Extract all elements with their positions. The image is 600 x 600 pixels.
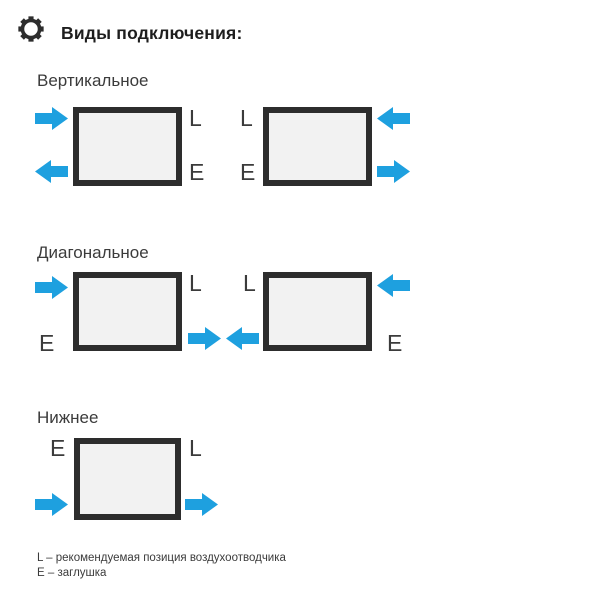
port-label-l: L [243,270,256,296]
section-vertical-label: Вертикальное [37,71,149,90]
flow-in-arrow-icon [35,276,68,299]
section-diagonal-label: Диагональное [37,243,149,262]
port-label-l: L [189,435,202,461]
flow-out-arrow-icon [185,493,218,516]
flow-out-arrow-icon [226,327,259,350]
port-label-l: L [189,270,202,296]
radiator-body [74,438,181,520]
section-bottom-label: Нижнее [37,408,99,427]
flow-out-arrow-icon [35,160,68,183]
port-label-e: E [50,435,66,461]
flow-in-arrow-icon [35,107,68,130]
port-label-l: L [189,105,202,131]
legend-line-l: L – рекомендуемая позиция воздухоотводчика [37,552,286,564]
flow-in-arrow-icon [35,493,68,516]
flow-in-arrow-icon [377,107,410,130]
radiator-body [263,107,372,186]
port-label-e: E [39,330,55,356]
radiator-body [263,272,372,351]
flow-out-arrow-icon [377,160,410,183]
legend-line-e: E – заглушка [37,567,107,579]
port-label-l: L [240,105,253,131]
port-label-e: E [387,330,403,356]
page-title: Виды подключения: [61,23,243,43]
radiator-body [73,272,182,351]
flow-out-arrow-icon [188,327,221,350]
gear-icon [16,14,46,44]
radiator-body [73,107,182,186]
port-label-e: E [189,159,205,185]
port-label-e: E [240,159,256,185]
flow-in-arrow-icon [377,274,410,297]
